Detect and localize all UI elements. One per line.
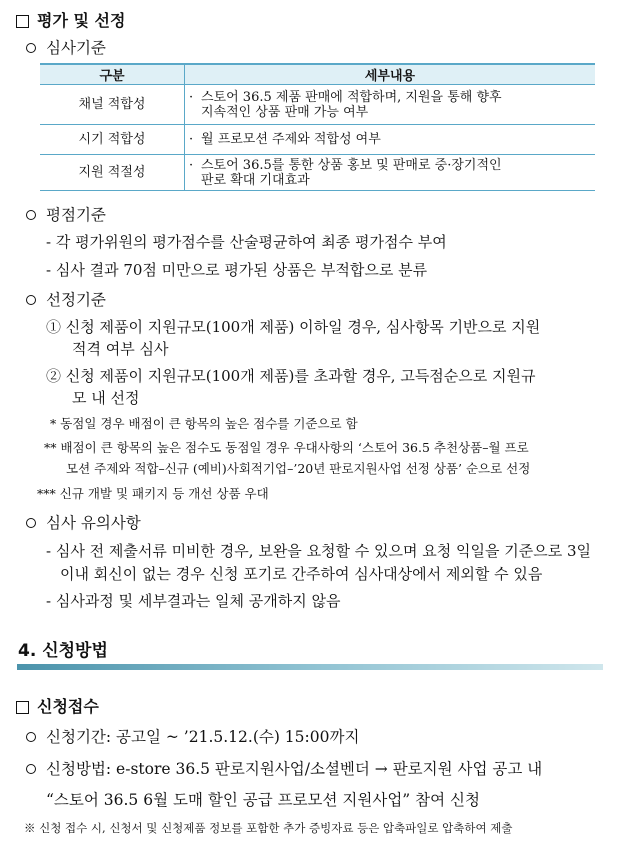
note-1 <box>50 414 358 432</box>
table-row <box>40 125 595 155</box>
note-3 <box>37 484 269 502</box>
circle-bullet-icon <box>26 732 36 742</box>
table-header-category: 구분 <box>40 64 185 85</box>
application-method <box>26 757 542 779</box>
caution-heading <box>26 511 141 533</box>
detail-line: 월 프로모션 주제와 적합성 여부 <box>201 132 381 147</box>
application-method-cont: “스토어 36.5 6월 도매 할인 공급 프로모션 지원사업” 참여 신청 <box>46 791 480 809</box>
detail-line: 스토어 36.5를 통한 상품 홍보 및 판매로 중·장기적인 <box>201 157 502 173</box>
detail-line: 지속적인 상품 판매 가능 여부 <box>201 104 369 120</box>
table-row <box>40 155 595 191</box>
caution-item: - 심사과정 및 세부결과는 일체 공개하지 않음 <box>46 592 341 610</box>
selection-item-2 <box>46 365 536 386</box>
table-header-detail: 세부내용 <box>185 64 596 85</box>
selection-item-2-cont: 모 내 선정 <box>72 389 140 407</box>
section-heading-apply-method: 4. 신청방법 <box>18 641 108 661</box>
section-title-text: 신청접수 <box>37 697 99 716</box>
table-cell-category: 채널 적합성 <box>40 85 185 125</box>
note-text: 신규 개발 및 패키지 등 개선 상품 우대 <box>59 486 269 501</box>
table-cell-detail <box>185 85 596 125</box>
dot-bullet-icon: · <box>189 157 194 173</box>
section-title-text: 평가 및 선정 <box>37 11 126 30</box>
circle-bullet-icon <box>26 43 36 53</box>
method-text: 신청방법: e-store 36.5 판로지원사업/소셜벤더 → 판로지원 사업 공고 내 <box>46 760 543 778</box>
selection-label: 선정기준 <box>46 291 106 309</box>
caution-item: - 심사 전 제출서류 미비한 경우, 보완을 요청할 수 있으며 요청 익일을 기준으로 3일 <box>46 542 592 560</box>
criteria-label: 심사기준 <box>46 39 106 57</box>
submission-note: ※ 신청 접수 시, 신청서 및 신청제품 정보를 포함한 추가 증빙자료 등은 압축파일로 압축하여 제출 <box>24 821 513 835</box>
table-cell-detail <box>185 125 596 155</box>
caution-item-cont: 이내 회신이 없는 경우 신청 포기로 간주하여 심사대상에서 제외할 수 있음 <box>60 565 543 583</box>
selection-item-1 <box>46 316 540 337</box>
table-row <box>40 85 595 125</box>
checkbox-square-icon <box>16 701 29 714</box>
circle-bullet-icon <box>26 210 36 220</box>
note-text: 배점이 큰 항목의 높은 점수도 동점일 경우 우대사항의 ‘스토어 36.5 추천상품–월 프로 <box>60 440 529 455</box>
table-header-row <box>40 64 595 85</box>
criteria-table <box>40 63 595 191</box>
table-cell-detail <box>185 155 596 191</box>
scoring-heading <box>26 203 106 225</box>
dot-bullet-icon: · <box>189 89 194 105</box>
scoring-item: - 심사 결과 70점 미만으로 평가된 상품은 부적합으로 분류 <box>46 261 428 279</box>
note-2 <box>44 438 529 456</box>
note-mark: *** <box>37 486 56 501</box>
item-number: ② <box>46 367 62 385</box>
circle-bullet-icon <box>26 295 36 305</box>
scoring-item: - 각 평가위원의 평가점수를 산술평균하여 최종 평가점수 부여 <box>46 233 447 251</box>
circle-bullet-icon <box>26 764 36 774</box>
application-period <box>26 725 359 747</box>
circle-bullet-icon <box>26 518 36 528</box>
selection-item-1-cont: 적격 여부 심사 <box>72 340 169 358</box>
section-title-evaluation <box>16 8 125 31</box>
table-cell-category: 시기 적합성 <box>40 125 185 155</box>
item-number: ① <box>46 318 62 336</box>
section-divider-bar <box>17 664 603 670</box>
table-cell-category: 지원 적절성 <box>40 155 185 191</box>
criteria-heading <box>26 36 106 58</box>
checkbox-square-icon <box>16 15 29 28</box>
item-line: 신청 제품이 지원규모(100개 제품) 이하일 경우, 심사항목 기반으로 지원 <box>65 318 541 336</box>
item-line: 신청 제품이 지원규모(100개 제품)를 초과할 경우, 고득점순으로 지원규 <box>65 367 536 385</box>
note-mark: * <box>50 416 57 431</box>
scoring-label: 평점기준 <box>46 206 106 224</box>
detail-line: 판로 확대 기대효과 <box>201 172 310 188</box>
detail-line: 스토어 36.5 제품 판매에 적합하며, 지원을 통해 향후 <box>201 89 502 105</box>
period-text: 신청기간: 공고일 ~ ’21.5.12.(수) 15:00까지 <box>46 728 360 746</box>
note-text: 동점일 경우 배점이 큰 항목의 높은 점수를 기준으로 함 <box>60 416 358 431</box>
section-title-application <box>16 694 99 717</box>
dot-bullet-icon: · <box>189 132 194 147</box>
note-mark: ** <box>44 440 57 455</box>
selection-heading <box>26 288 106 310</box>
caution-label: 심사 유의사항 <box>46 514 141 532</box>
note-2-cont: 모션 주제와 적합–신규 (예비)사회적기업–’20년 판로지원사업 선정 상품’ 순으로 선정 <box>66 461 531 476</box>
